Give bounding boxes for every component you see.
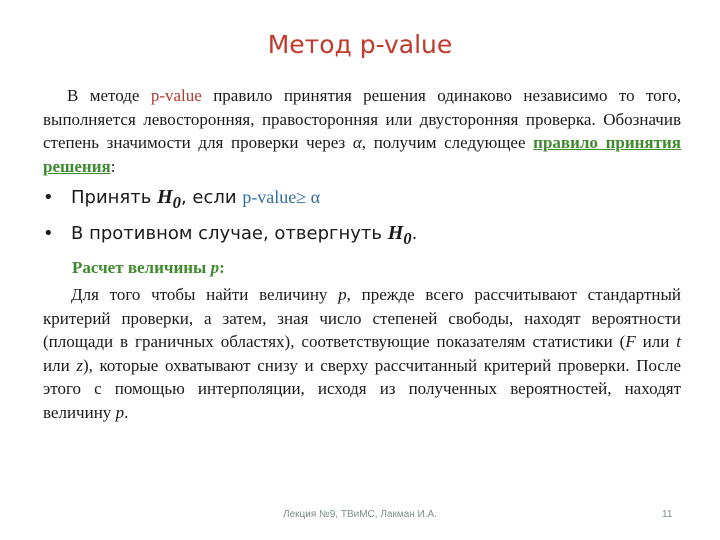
h0-symbol: $H_0$	[157, 186, 181, 212]
bullet-reject: • В противном случае, отвергнуть $H_0$.	[43, 222, 418, 248]
subheading-p-calc: Расчет величины p:	[72, 258, 225, 277]
body-paragraph: Для того чтобы найти величину p, прежде всего рассчитывают стандартный критерий проверки, а затем, зная число степеней свободы, находят вероятности (площади в граничных областях), соответствующие показателям статистики (F или t или z), которые охватывают снизу и сверху рассчитанный критерий проверки. После этого с помощью интерполяции, исходя из полученных вероятностей, находят величину p.	[43, 285, 682, 422]
bullet-accept: • Принять $H_0$, если p-value≥ α	[43, 186, 321, 212]
accept-condition: p-value≥ α	[242, 187, 321, 207]
alpha-symbol: α	[352, 133, 362, 152]
h0-symbol: $H_0$	[387, 222, 412, 248]
slide-title: Метод p-value	[267, 30, 453, 59]
bullet-dot-icon: •	[43, 187, 54, 208]
decision-rule-link[interactable]: правило принятия решения	[43, 133, 681, 176]
bullet-dot-icon: •	[43, 223, 54, 244]
intro-paragraph: В методе p-value правило принятия решения одинаково независимо то того, выполняется левосторонняя, правосторонняя или двусторонняя проверка. Обозначив степень значимости для проверки через α, получим следующее правило принятия решения:	[43, 86, 681, 176]
pvalue-term: p-value	[150, 86, 202, 105]
page-number: 11	[662, 509, 673, 520]
slide-footer: Лекция №9, ТВиМС, Лакман И.А.	[283, 509, 437, 520]
